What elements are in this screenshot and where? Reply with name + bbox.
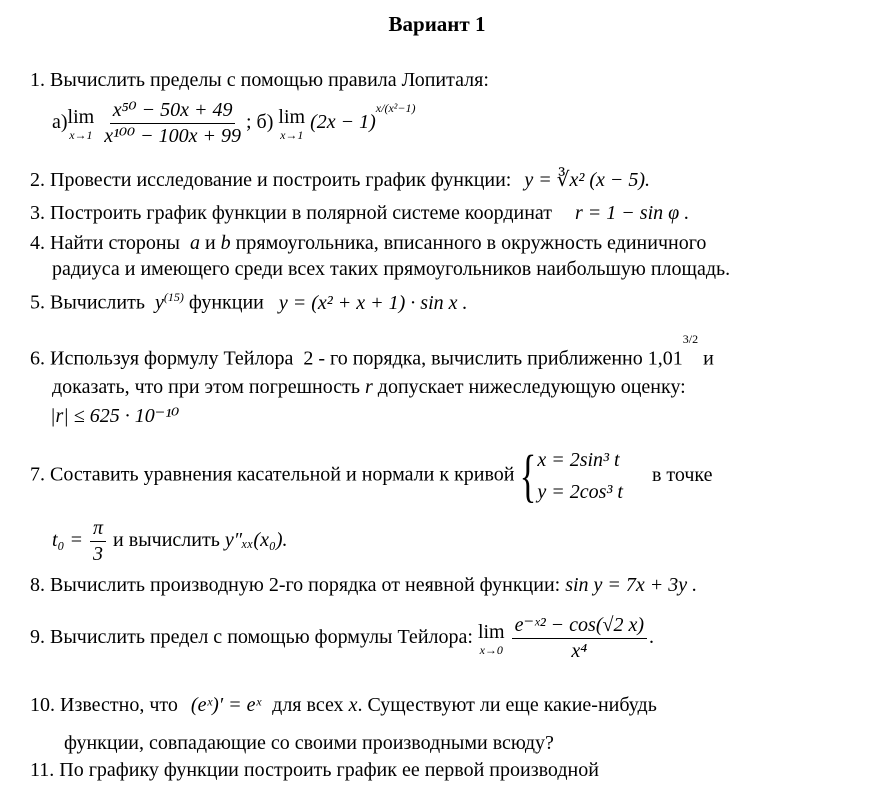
task-2: 2. Провести исследование и построить график функции: y = ∛x² (x − 5).: [30, 169, 651, 191]
task-6-estimate: |r| ≤ 625 · 10⁻¹⁰: [50, 405, 180, 427]
task-4-cont: радиуса и имеющего среди всех таких прямоугольников наибольшую площадь.: [52, 258, 731, 280]
task-5: 5. Вычислить $y^{(15)}$ функции y = (x² + x + 1) · sin x .: [30, 290, 468, 314]
task-10-cont: функции, совпадающие со своими производными всюду?: [64, 732, 554, 754]
page-title: Вариант 1: [388, 12, 486, 36]
task-3: 3. Построить график функции в полярной системе координат r = 1 − sin φ .: [30, 202, 690, 224]
task-6: 6. Используя формулу Тейлора 2 - го порядка, вычислить приближенно $1,01^{3/2}$ и: [30, 332, 714, 370]
task-1-formulas: а) lim x→1 $\frac{\text{x⁵⁰ − 50x + 49}}{\text{x¹⁰⁰ − 100x + 99}}$ ; б) lim x→1 $(2x - 1)^{x/(x^2-1)}$: [52, 99, 416, 147]
task-8: 8. Вычислить производную 2-го порядка от неявной функции: sin y = 7x + 3y .: [30, 574, 698, 596]
task-10: 10. Известно, что (eˣ)′ = eˣ для всех x. Существуют ли еще какие-нибудь: [30, 694, 657, 716]
task-1: 1. Вычислить пределы с помощью правила Лопиталя:: [30, 69, 489, 91]
task-4: 4. Найти стороны a и b прямоугольника, вписанного в окружность единичного: [30, 232, 707, 254]
task-7-cont: t₀ = $\frac{\pi}{3}$ и вычислить y″ₓₓ(x₀).: [52, 517, 288, 565]
task-9: 9. Вычислить предел с помощью формулы Тейлора: lim x→0 $\frac{\text{e⁻ˣ² − cos(√2 x)}}{\text{x⁴}}$ .: [30, 614, 655, 662]
task-7: 7. Составить уравнения касательной и нормали к кривой { x = 2sin³ t y = 2cos³ t в точке: [30, 442, 713, 508]
task-11: 11. По графику функции построить график ее первой производной: [30, 759, 599, 781]
task-6-cont: доказать, что при этом погрешность r допускает нижеследующую оценку:: [52, 376, 686, 398]
